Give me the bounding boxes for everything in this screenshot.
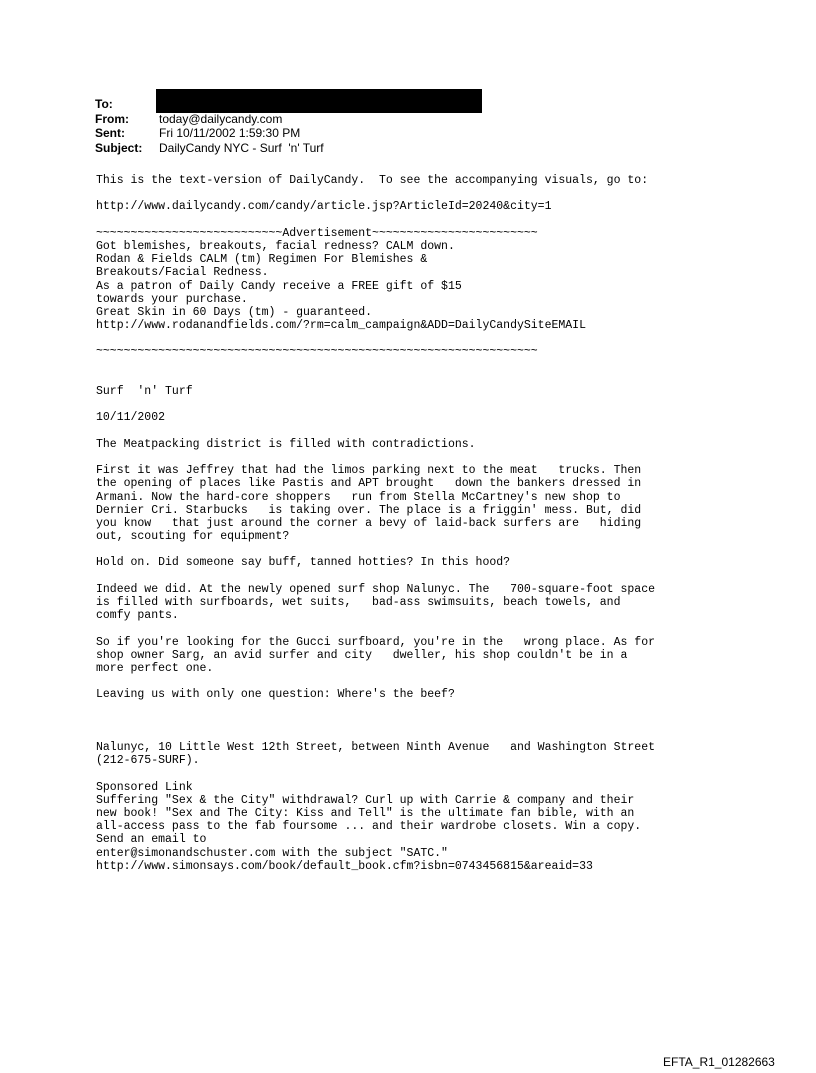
body-line xyxy=(96,622,776,635)
body-line xyxy=(96,543,776,556)
to-row xyxy=(95,97,324,112)
body-line: Hold on. Did someone say buff, tanned hotties? In this hood? xyxy=(96,556,511,570)
body-line xyxy=(96,372,776,385)
body-line xyxy=(96,187,776,200)
body-line xyxy=(96,214,776,227)
sent-value: Fri 10/11/2002 1:59:30 PM xyxy=(159,126,301,140)
body-line: This is the text-version of DailyCandy. To see the accompanying visuals, go to: xyxy=(96,174,649,187)
body-line xyxy=(96,398,776,411)
to-label: To: xyxy=(95,97,113,111)
body-line: (212-675-SURF). xyxy=(96,754,200,768)
body-line: Armani. Now the hard-core shoppers run from Stella McCartney's new shop to xyxy=(96,490,621,504)
body-line: Sponsored Link xyxy=(96,780,193,794)
body-line xyxy=(96,767,776,780)
body-line: enter@simonandschuster.com with the subject "SATC." xyxy=(96,846,448,860)
body-line: is filled with surfboards, wet suits, bad-ass swimsuits, beach towels, and xyxy=(96,596,621,609)
body-line: towards your purchase. xyxy=(96,292,248,306)
body-line: new book! "Sex and The City: Kiss and Tell" is the ultimate fan bible, with an xyxy=(96,807,635,820)
body-line: Surf 'n' Turf xyxy=(96,385,193,398)
body-line: ~~~~~~~~~~~~~~~~~~~~~~~~~~~~~~~~~~~~~~~~~~~~~~~~~~~~~~~~~~~~~~~~ xyxy=(96,345,538,359)
from-row xyxy=(95,112,324,127)
body-line: http://www.simonsays.com/book/default_book.cfm?isbn=0743456815&areaid=33 xyxy=(96,859,593,873)
email-header xyxy=(95,97,324,155)
body-line: Great Skin in 60 Days (tm) - guaranteed. xyxy=(96,305,373,319)
sent-label: Sent: xyxy=(95,126,125,140)
body-line: http://www.rodanandfields.com/?rm=calm_campaign&ADD=DailyCandySiteEMAIL xyxy=(96,319,586,333)
body-line: http://www.dailycandy.com/candy/article.jsp?ArticleId=20240&city=1 xyxy=(96,200,552,214)
body-line: Send an email to xyxy=(96,833,207,847)
body-line xyxy=(96,728,776,741)
body-line: So if you're looking for the Gucci surfboard, you're in the wrong place. As for xyxy=(96,635,655,649)
body-line: out, scouting for equipment? xyxy=(96,530,290,544)
body-line: the opening of places like Pastis and APT brought down the bankers dressed in xyxy=(96,477,642,491)
body-line: ~~~~~~~~~~~~~~~~~~~~~~~~~~~Advertisement~~~~~~~~~~~~~~~~~~~~~~~~ xyxy=(96,226,538,240)
body-line: you know that just around the corner a bevy of laid-back surfers are hiding xyxy=(96,516,642,530)
body-line: First it was Jeffrey that had the limos parking next to the meat trucks. Then xyxy=(96,464,642,478)
body-line: Breakouts/Facial Redness. xyxy=(96,266,269,280)
from-label: From: xyxy=(95,111,129,126)
body-line: Suffering "Sex & the City" withdrawal? Curl up with Carrie & company and their xyxy=(96,793,635,807)
body-line xyxy=(96,425,776,438)
body-line: The Meatpacking district is filled with contradictions. xyxy=(96,437,476,451)
subject-label: Subject: xyxy=(95,140,143,155)
body-line xyxy=(96,332,776,345)
body-line: all-access pass to the fab foursome ... and their wardrobe closets. Win a copy. xyxy=(96,820,642,834)
body-line: shop owner Sarg, an avid surfer and city dweller, his shop couldn't be in a xyxy=(96,648,628,662)
email-body xyxy=(96,174,776,873)
body-line xyxy=(96,715,776,728)
body-line: Indeed we did. At the newly opened surf shop Nalunyc. The 700-square-foot space xyxy=(96,582,655,596)
body-line xyxy=(96,359,776,372)
body-line: more perfect one. xyxy=(96,661,214,675)
body-line: As a patron of Daily Candy receive a FREE gift of $15 xyxy=(96,279,462,293)
body-line: Leaving us with only one question: Where's the beef? xyxy=(96,688,455,702)
body-line xyxy=(96,702,776,715)
body-line: Got blemishes, breakouts, facial redness? CALM down. xyxy=(96,239,455,253)
body-line xyxy=(96,451,776,464)
body-line: Dernier Cri. Starbucks is taking over. The place is a friggin' mess. But, did xyxy=(96,503,642,517)
subject-row xyxy=(95,141,324,156)
from-value: today@dailycandy.com xyxy=(159,111,283,126)
body-line: 10/11/2002 xyxy=(96,411,166,425)
body-line: Rodan & Fields CALM (tm) Regimen For Blemishes & xyxy=(96,253,428,267)
document-id: EFTA_R1_01282663 xyxy=(663,1055,775,1069)
body-line: Nalunyc, 10 Little West 12th Street, between Ninth Avenue and Washington Street xyxy=(96,741,655,755)
body-line xyxy=(96,675,776,688)
body-line xyxy=(96,570,776,583)
sent-row xyxy=(95,126,324,141)
subject-value: DailyCandy NYC - Surf 'n' Turf xyxy=(159,140,324,155)
body-line: comfy pants. xyxy=(96,609,179,623)
